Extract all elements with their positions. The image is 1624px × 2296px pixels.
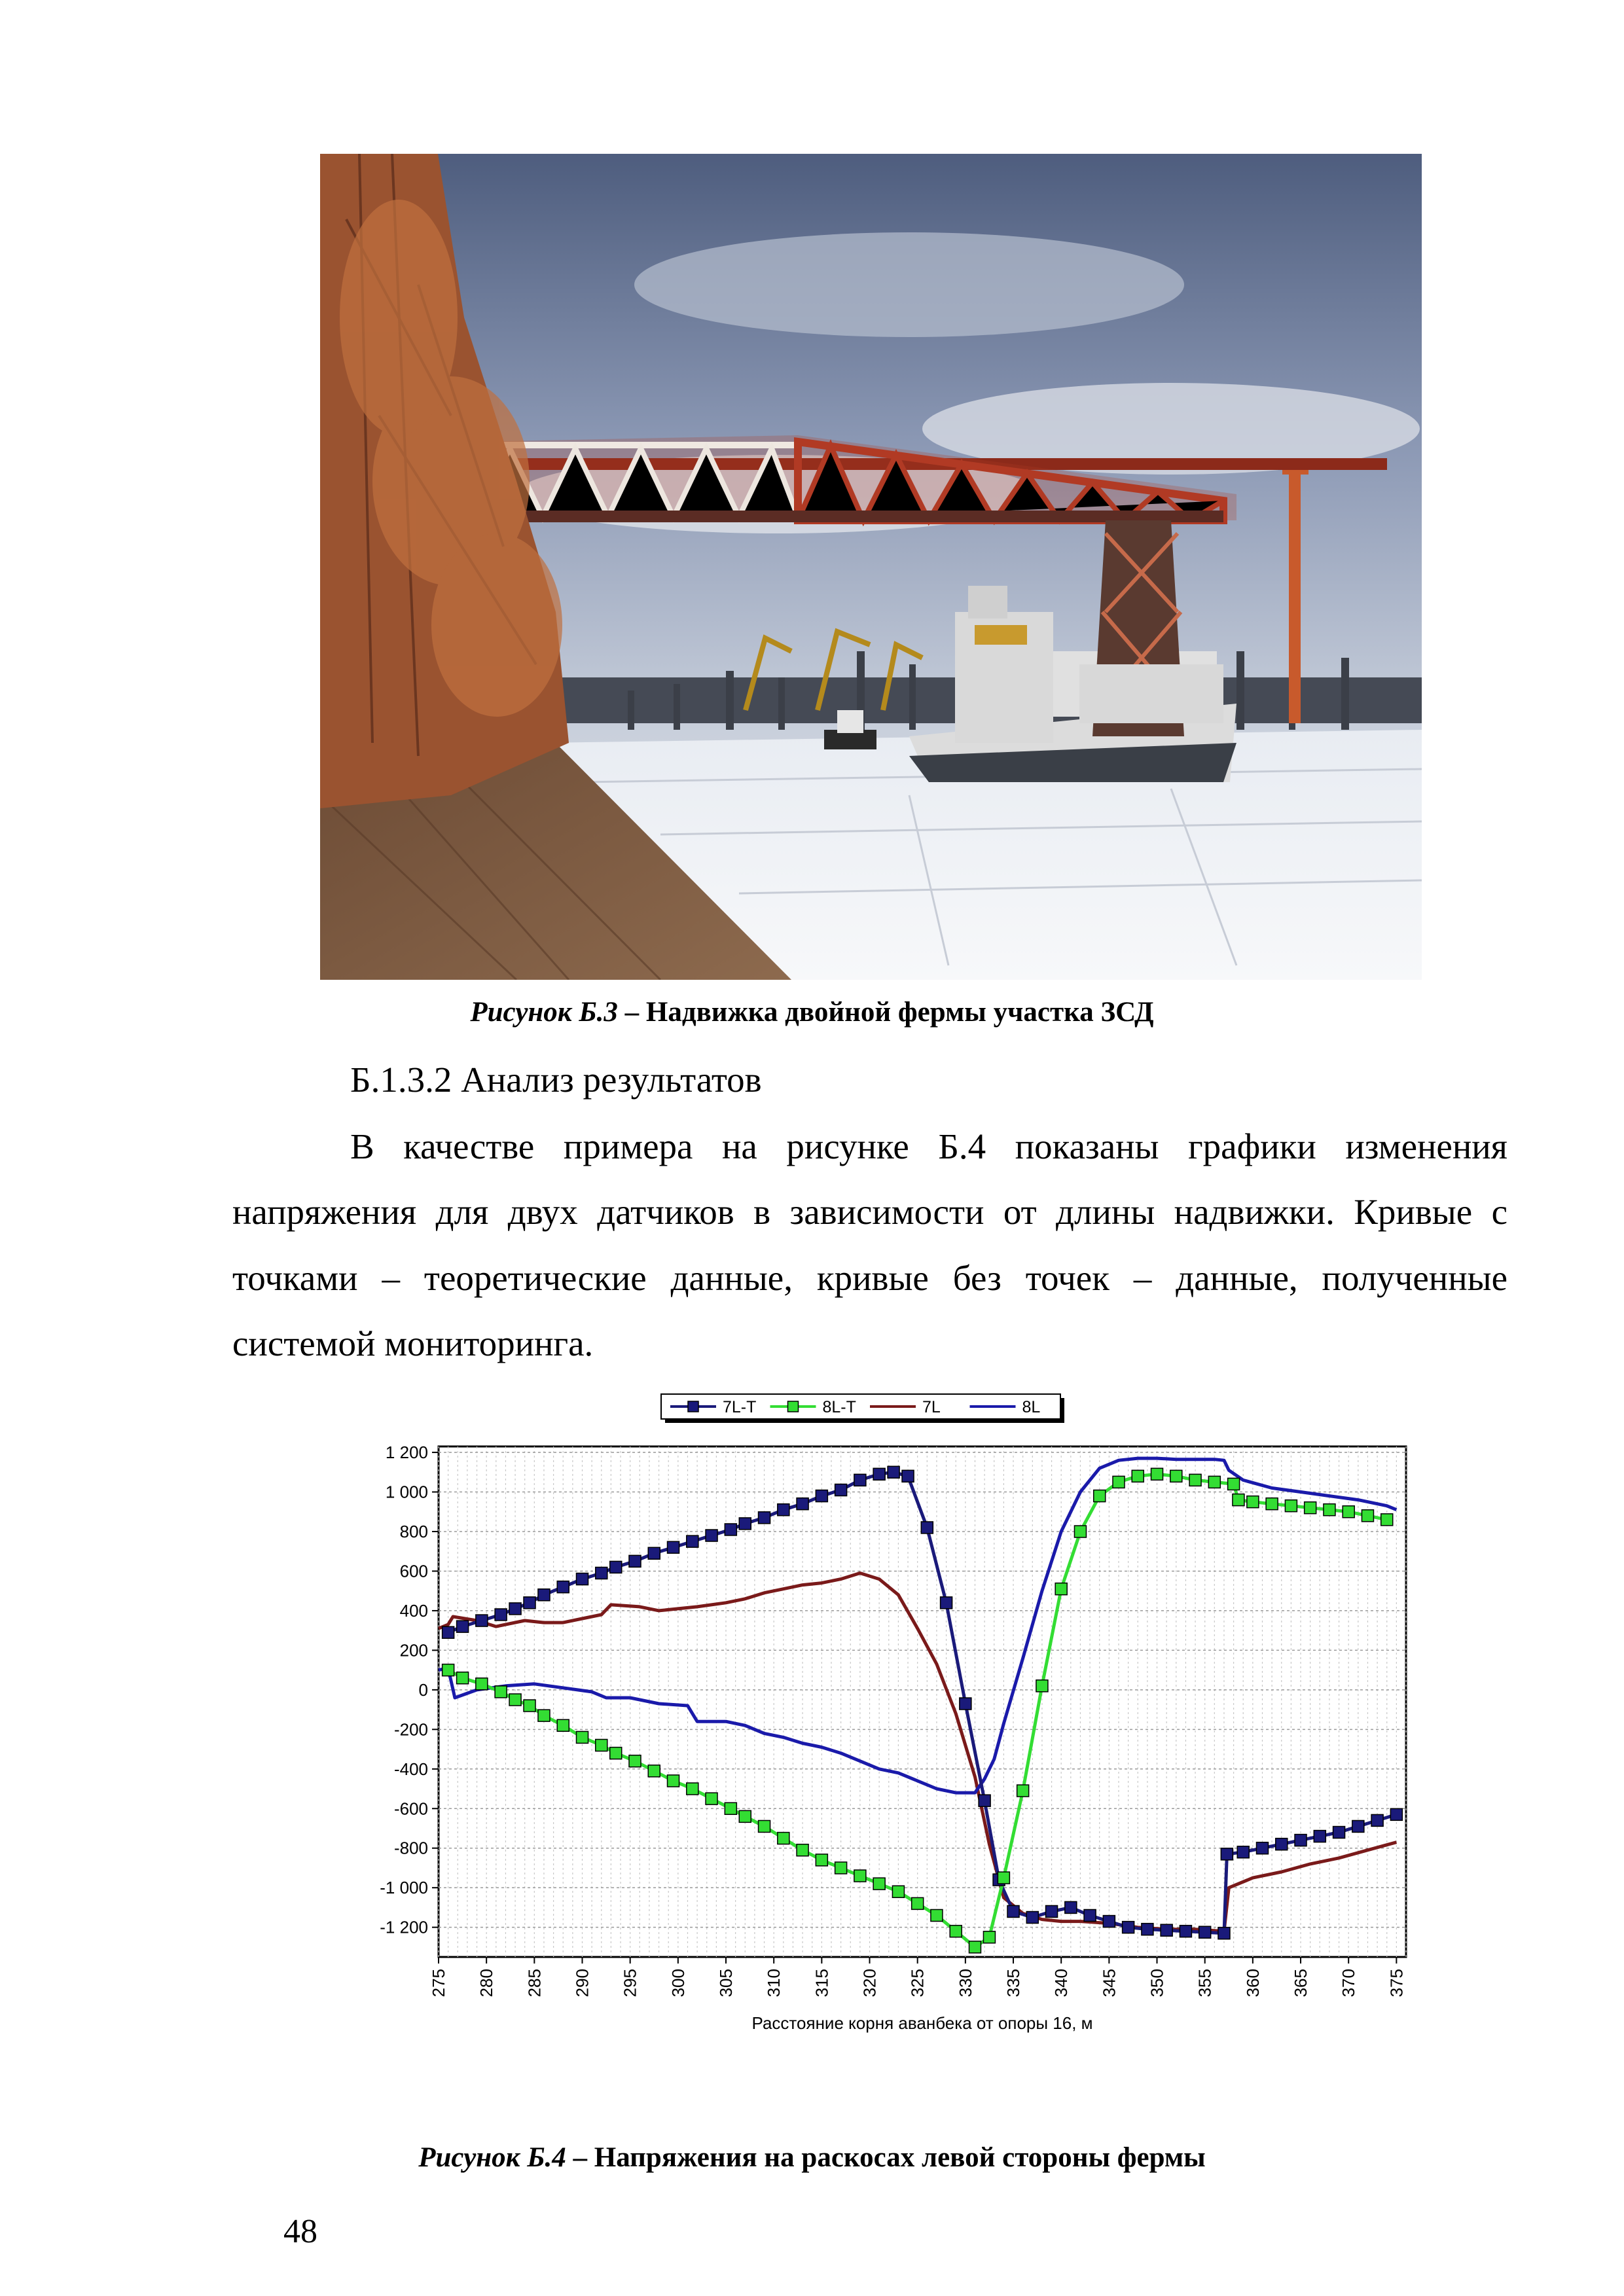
data-point-7L-T [1007, 1905, 1019, 1917]
x-tick-label: 350 [1147, 1969, 1167, 1998]
data-point-7L-T [1161, 1924, 1172, 1936]
data-point-7L-T [1237, 1846, 1249, 1858]
data-point-7L-T [1276, 1839, 1288, 1850]
data-point-7L-T [1103, 1916, 1115, 1928]
y-tick-label: -800 [393, 1838, 428, 1858]
data-point-7L-T [538, 1589, 550, 1601]
data-point-7L-T [1371, 1814, 1383, 1826]
data-point-7L-T [797, 1498, 808, 1510]
data-point-8L-T [1170, 1470, 1182, 1482]
caption-text: Надвижка двойной фермы участка ЗСД [645, 997, 1154, 1028]
data-point-8L-T [1266, 1498, 1278, 1510]
data-point-8L-T [1055, 1583, 1067, 1595]
data-point-8L-T [476, 1678, 488, 1690]
data-point-7L-T [1123, 1922, 1134, 1933]
caption-separator: – [566, 2142, 594, 2173]
data-point-8L-T [998, 1872, 1009, 1884]
y-tick-label: 1 200 [385, 1443, 428, 1463]
x-tick-label: 315 [812, 1969, 832, 1998]
x-tick-label: 300 [668, 1969, 688, 1998]
data-point-8L-T [1074, 1526, 1086, 1537]
y-tick-label: -1 200 [380, 1917, 428, 1937]
data-point-8L-T [1132, 1470, 1144, 1482]
legend-label-8L-T: 8L-T [822, 1398, 856, 1416]
y-tick-label: 400 [399, 1600, 428, 1621]
x-tick-label: 360 [1242, 1969, 1263, 1998]
data-point-8L-T [557, 1719, 569, 1731]
data-point-7L-T [888, 1466, 899, 1478]
x-tick-label: 375 [1386, 1969, 1407, 1998]
bridge-photo [320, 154, 1422, 980]
y-tick-label: 1 000 [385, 1482, 428, 1502]
legend-label-8L: 8L [1022, 1398, 1041, 1416]
data-point-8L-T [1305, 1502, 1316, 1514]
data-point-8L-T [816, 1854, 827, 1866]
paragraph-line-2: напряжения для двух датчиков в зависимости от длины надвижки. Кривые с [232, 1192, 1507, 1232]
data-point-7L-T [610, 1561, 622, 1573]
data-point-8L-T [596, 1740, 607, 1751]
data-point-8L-T [706, 1793, 717, 1804]
x-tick-label: 340 [1051, 1969, 1072, 1998]
data-point-8L-T [969, 1941, 981, 1953]
data-point-7L-T [524, 1597, 535, 1609]
data-point-8L-T [912, 1897, 924, 1909]
data-point-7L-T [941, 1597, 952, 1609]
legend-label-7L: 7L [922, 1398, 941, 1416]
x-tick-label: 285 [524, 1969, 545, 1998]
data-point-8L-T [797, 1844, 808, 1856]
y-tick-label: 0 [418, 1679, 428, 1700]
data-point-8L-T [1381, 1514, 1393, 1526]
data-point-7L-T [1352, 1820, 1364, 1832]
data-point-8L-T [1208, 1476, 1220, 1488]
data-point-8L-T [1362, 1510, 1373, 1522]
data-point-7L-T [1221, 1848, 1233, 1860]
data-point-7L-T [1333, 1827, 1345, 1839]
data-point-7L-T [1142, 1924, 1153, 1935]
x-tick-label: 295 [620, 1969, 640, 1998]
data-point-7L-T [835, 1484, 847, 1496]
data-point-8L-T [457, 1672, 469, 1684]
x-tick-label: 335 [1003, 1969, 1024, 1998]
x-tick-label: 290 [572, 1969, 592, 1998]
x-tick-label: 320 [859, 1969, 880, 1998]
x-axis-label: Расстояние корня аванбека от опоры 16, м [751, 2013, 1093, 2033]
data-point-7L-T [442, 1626, 454, 1638]
data-point-8L-T [873, 1878, 885, 1890]
data-point-7L-T [873, 1468, 885, 1480]
data-point-8L-T [509, 1694, 521, 1706]
data-point-8L-T [1228, 1478, 1240, 1490]
data-point-8L-T [1113, 1476, 1125, 1488]
legend-label-7L-T: 7L-T [723, 1398, 757, 1416]
data-point-8L-T [1285, 1500, 1297, 1512]
data-point-8L-T [931, 1910, 943, 1922]
data-point-8L-T [835, 1862, 847, 1874]
data-point-7L-T [1314, 1831, 1326, 1842]
y-tick-label: -400 [393, 1759, 428, 1779]
data-point-7L-T [557, 1581, 569, 1593]
data-point-8L-T [1151, 1468, 1163, 1480]
caption-prefix: Рисунок Б.4 [418, 2142, 566, 2173]
data-point-8L-T [629, 1755, 641, 1767]
data-point-7L-T [476, 1615, 488, 1626]
data-point-7L-T [778, 1504, 789, 1516]
data-point-7L-T [1046, 1905, 1058, 1917]
x-tick-label: 305 [716, 1969, 736, 1998]
data-point-8L-T [778, 1833, 789, 1844]
figure-caption-b3 [0, 996, 1624, 1028]
y-tick-label: 600 [399, 1561, 428, 1581]
figure-caption-b4 [0, 2142, 1624, 2174]
data-point-7L-T [960, 1698, 971, 1710]
data-point-8L-T [983, 1931, 995, 1943]
data-point-7L-T [457, 1621, 469, 1632]
data-point-8L-T [1036, 1680, 1048, 1692]
data-point-7L-T [1084, 1910, 1096, 1922]
data-point-7L-T [902, 1470, 914, 1482]
data-point-7L-T [629, 1555, 641, 1567]
x-tick-label: 355 [1195, 1969, 1215, 1998]
data-point-7L-T [1065, 1901, 1077, 1913]
data-point-7L-T [495, 1609, 507, 1621]
data-point-8L-T [538, 1710, 550, 1721]
data-point-8L-T [739, 1810, 751, 1822]
data-point-7L-T [1256, 1842, 1268, 1854]
stress-chart [347, 1381, 1434, 2114]
x-tick-label: 280 [477, 1969, 497, 1998]
data-point-8L-T [725, 1803, 736, 1814]
x-tick-label: 370 [1339, 1969, 1359, 1998]
data-point-8L-T [648, 1765, 660, 1777]
y-tick-label: 200 [399, 1640, 428, 1660]
data-point-8L-T [610, 1748, 622, 1759]
caption-prefix: Рисунок Б.3 [470, 997, 618, 1028]
x-tick-label: 330 [955, 1969, 975, 1998]
data-point-7L-T [1180, 1926, 1191, 1937]
legend-marker-7L-T [688, 1401, 698, 1412]
data-point-8L-T [1233, 1494, 1244, 1506]
section-heading: Б.1.3.2 Анализ результатов [350, 1060, 762, 1100]
data-point-8L-T [668, 1775, 679, 1787]
y-tick-label: 800 [399, 1522, 428, 1541]
data-point-8L-T [1189, 1474, 1201, 1486]
x-tick-label: 325 [907, 1969, 928, 1998]
data-point-8L-T [854, 1870, 866, 1882]
page-number: 48 [283, 2213, 317, 2250]
data-point-7L-T [1295, 1835, 1307, 1846]
y-tick-label: -600 [393, 1799, 428, 1819]
caption-text: Напряжения на раскосах левой стороны фермы [594, 2142, 1206, 2173]
data-point-7L-T [648, 1547, 660, 1559]
data-point-8L-T [1324, 1504, 1335, 1516]
data-point-7L-T [854, 1474, 866, 1486]
data-point-8L-T [759, 1820, 770, 1832]
data-point-7L-T [1026, 1912, 1038, 1924]
data-point-8L-T [1017, 1785, 1029, 1797]
data-point-8L-T [442, 1664, 454, 1676]
data-point-8L-T [687, 1783, 698, 1795]
y-tick-label: -200 [393, 1719, 428, 1740]
data-point-8L-T [577, 1731, 588, 1743]
paragraph-line-1: В качестве примера на рисунке Б.4 показаны графики изменения [350, 1126, 1507, 1166]
data-point-7L-T [921, 1522, 933, 1534]
x-tick-label: 365 [1291, 1969, 1311, 1998]
data-point-7L-T [739, 1518, 751, 1530]
data-point-7L-T [509, 1603, 521, 1615]
data-point-7L-T [668, 1541, 679, 1553]
data-point-8L-T [1343, 1506, 1354, 1518]
legend-marker-8L-T [788, 1401, 799, 1412]
data-point-7L-T [577, 1573, 588, 1585]
data-point-8L-T [524, 1700, 535, 1712]
data-point-8L-T [1094, 1490, 1106, 1502]
data-point-8L-T [950, 1926, 962, 1937]
data-point-7L-T [1218, 1928, 1230, 1939]
data-point-7L-T [1390, 1808, 1402, 1820]
x-tick-label: 345 [1099, 1969, 1119, 1998]
caption-separator: – [617, 997, 646, 1028]
data-point-7L-T [979, 1795, 990, 1806]
data-point-8L-T [495, 1686, 507, 1698]
x-tick-label: 275 [429, 1969, 448, 1998]
data-point-7L-T [816, 1490, 827, 1502]
data-point-7L-T [1199, 1926, 1211, 1938]
paragraph-line-4: системой мониторинга. [232, 1323, 594, 1363]
x-tick-label: 310 [764, 1969, 784, 1998]
data-point-7L-T [706, 1530, 717, 1541]
data-point-8L-T [892, 1886, 904, 1897]
y-tick-label: -1 000 [380, 1878, 428, 1898]
data-point-7L-T [759, 1512, 770, 1524]
data-point-8L-T [1247, 1496, 1259, 1508]
paragraph-line-3: точками – теоретические данные, кривые без точек – данные, полученные [232, 1258, 1507, 1298]
data-point-7L-T [596, 1567, 607, 1579]
data-point-7L-T [725, 1524, 736, 1535]
data-point-7L-T [687, 1535, 698, 1547]
